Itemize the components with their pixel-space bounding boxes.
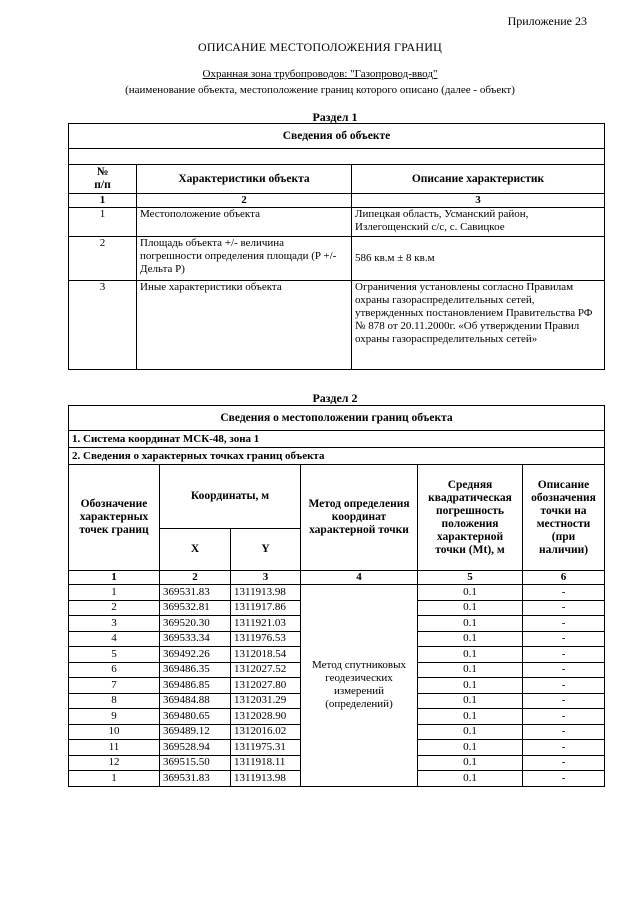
point-mt: 0.1 (418, 755, 523, 771)
method-cell: Метод спутниковых геодезических измерений (определений) (301, 585, 418, 787)
point-x: 369486.35 (160, 662, 231, 678)
description-cell: 586 кв.м ± 8 кв.м (352, 237, 605, 281)
page-title: ОПИСАНИЕ МЕСТОПОЛОЖЕНИЯ ГРАНИЦ (198, 40, 442, 54)
object-name-text: Охранная зона трубопроводов: "Газопровод-ввод" (202, 68, 438, 80)
object-name (0, 68, 640, 80)
section1-header-num: № п/п (69, 165, 137, 194)
point-x: 369484.88 (160, 693, 231, 709)
section1-header-description: Описание характеристик (352, 165, 605, 194)
point-mt: 0.1 (418, 662, 523, 678)
point-mt: 0.1 (418, 616, 523, 632)
section2-colnum: 2 (160, 571, 231, 585)
point-y: 1311913.98 (231, 771, 301, 787)
section1-colnum: 3 (352, 194, 605, 208)
point-y: 1311976.53 (231, 631, 301, 647)
point-desc: - (523, 631, 605, 647)
point-y: 1311918.11 (231, 755, 301, 771)
point-y: 1311921.03 (231, 616, 301, 632)
section2-colnum: 6 (523, 571, 605, 585)
section1-title: Сведения об объекте (69, 124, 605, 149)
point-desc: - (523, 616, 605, 632)
coordinate-system: 1. Система координат МСК-48, зона 1 (69, 431, 605, 448)
point-x: 369528.94 (160, 740, 231, 756)
characteristic-cell: Иные характеристики объекта (137, 281, 352, 370)
point-id: 5 (69, 647, 160, 663)
point-y: 1312027.80 (231, 678, 301, 694)
point-desc: - (523, 771, 605, 787)
description-cell: Липецкая область, Усманский район, Излегощенский с/с, с. Савицкое (352, 208, 605, 237)
point-desc: - (523, 600, 605, 616)
point-x: 369531.83 (160, 585, 231, 601)
point-id: 6 (69, 662, 160, 678)
header-error: Средняя квадратическая погрешность положения характерной точки (Mt), м (418, 465, 523, 571)
row-number: 1 (69, 208, 137, 237)
point-y: 1312027.52 (231, 662, 301, 678)
section1-colnum: 1 (69, 194, 137, 208)
point-x: 369531.83 (160, 771, 231, 787)
point-mt: 0.1 (418, 678, 523, 694)
section2-label: Раздел 2 (312, 391, 358, 405)
row-number: 2 (69, 237, 137, 281)
point-id: 1 (69, 771, 160, 787)
section2-colnum: 3 (231, 571, 301, 585)
section1-blank-row (69, 149, 605, 165)
point-x: 369533.34 (160, 631, 231, 647)
row-number: 3 (69, 281, 137, 370)
point-x: 369520.30 (160, 616, 231, 632)
point-id: 12 (69, 755, 160, 771)
point-x: 369515.50 (160, 755, 231, 771)
point-y: 1311917.86 (231, 600, 301, 616)
point-mt: 0.1 (418, 631, 523, 647)
point-mt: 0.1 (418, 693, 523, 709)
point-id: 3 (69, 616, 160, 632)
description-cell: Ограничения установлены согласно Правилам охраны газораспределительных сетей, утвержденных постановлением Правительства РФ № 878 от 20.11.2000г. «Об утверждении Правил охраны газораспределительных сетей» (352, 281, 605, 370)
header-method: Метод определения координат характерной точки (301, 465, 418, 571)
point-id: 1 (69, 585, 160, 601)
point-mt: 0.1 (418, 740, 523, 756)
point-id: 7 (69, 678, 160, 694)
header-designation: Обозначение характерных точек границ (69, 465, 160, 571)
point-desc: - (523, 647, 605, 663)
point-mt: 0.1 (418, 647, 523, 663)
point-x: 369480.65 (160, 709, 231, 725)
characteristic-cell: Местоположение объекта (137, 208, 352, 237)
point-y: 1311913.98 (231, 585, 301, 601)
point-id: 4 (69, 631, 160, 647)
section1-colnum: 2 (137, 194, 352, 208)
point-desc: - (523, 755, 605, 771)
section1-table (68, 123, 605, 370)
object-note: (наименование объекта, местоположение границ которого описано (далее - объект) (125, 84, 515, 96)
section1-header-characteristic: Характеристики объекта (137, 165, 352, 194)
section1-label: Раздел 1 (312, 110, 358, 124)
point-id: 9 (69, 709, 160, 725)
point-mt: 0.1 (418, 585, 523, 601)
point-desc: - (523, 678, 605, 694)
point-y: 1312031.29 (231, 693, 301, 709)
point-y: 1312028.90 (231, 709, 301, 725)
point-mt: 0.1 (418, 709, 523, 725)
point-desc: - (523, 740, 605, 756)
header-coordinates: Координаты, м (160, 465, 301, 529)
header-x: X (160, 529, 231, 571)
point-x: 369489.12 (160, 724, 231, 740)
point-id: 10 (69, 724, 160, 740)
section2-colnum: 4 (301, 571, 418, 585)
point-desc: - (523, 662, 605, 678)
point-mt: 0.1 (418, 771, 523, 787)
point-x: 369532.81 (160, 600, 231, 616)
header-description: Описание обозначения точки на местности (при наличии) (523, 465, 605, 571)
point-desc: - (523, 585, 605, 601)
section2-colnum: 1 (69, 571, 160, 585)
appendix-label: Приложение 23 (507, 14, 587, 28)
point-mt: 0.1 (418, 600, 523, 616)
point-desc: - (523, 709, 605, 725)
table-row (69, 208, 605, 237)
points-title: 2. Сведения о характерных точках границ объекта (69, 448, 605, 465)
point-id: 8 (69, 693, 160, 709)
section2-title: Сведения о местоположении границ объекта (69, 406, 605, 431)
point-y: 1312016.02 (231, 724, 301, 740)
point-y: 1311975.31 (231, 740, 301, 756)
point-mt: 0.1 (418, 724, 523, 740)
characteristic-cell: Площадь объекта +/- величина погрешности определения площади (P +/- Дельта P) (137, 237, 352, 281)
point-id: 2 (69, 600, 160, 616)
table-row (69, 585, 605, 601)
point-desc: - (523, 724, 605, 740)
table-row (69, 237, 605, 281)
section2-colnum: 5 (418, 571, 523, 585)
point-y: 1312018.54 (231, 647, 301, 663)
point-desc: - (523, 693, 605, 709)
section2-table (68, 405, 605, 787)
header-y: Y (231, 529, 301, 571)
point-x: 369492.26 (160, 647, 231, 663)
point-x: 369486.85 (160, 678, 231, 694)
point-id: 11 (69, 740, 160, 756)
table-row (69, 281, 605, 370)
